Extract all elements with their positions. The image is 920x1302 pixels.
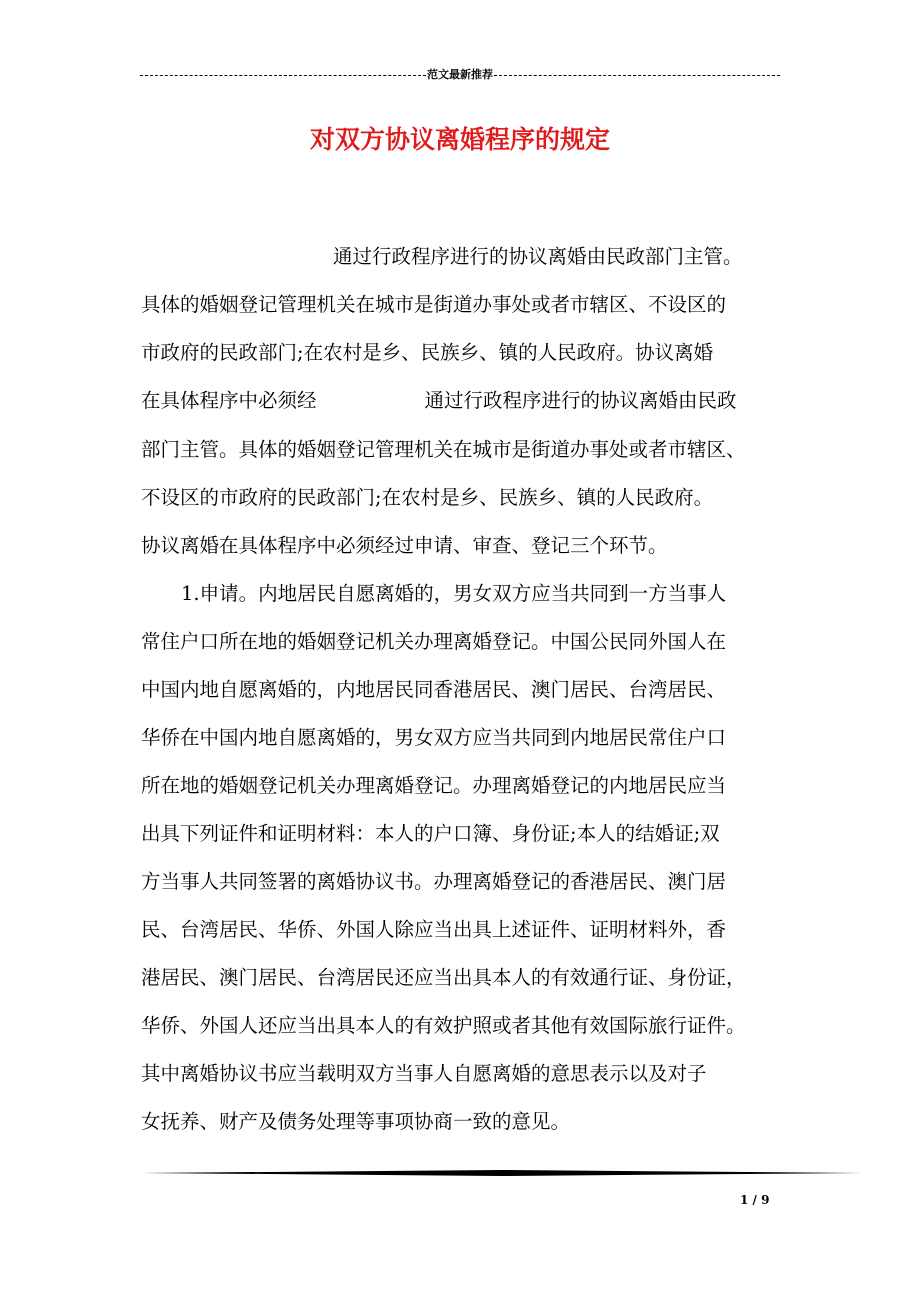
body-line: 方当事人共同签署的离婚协议书。办理离婚登记的香港居民、澳门居: [141, 870, 727, 893]
page-number: 1 / 9: [740, 1193, 770, 1207]
body-line: 出具下列证件和证明材料：本人的户口簿、身份证;本人的结婚证;双: [141, 822, 720, 845]
footer-rule-shape: [142, 1170, 862, 1176]
body-line: 其中离婚协议书应当载明双方当事人自愿离婚的意思表示以及对子: [141, 1062, 707, 1085]
body-line: 女抚养、财产及债务处理等事项协商一致的意见。: [141, 1110, 571, 1133]
body-line: [141, 379, 737, 423]
page-header: [140, 66, 780, 84]
body-line: 市政府的民政部门;在农村是乡、民族乡、镇的人民政府。协议离婚: [141, 341, 714, 364]
body-line: 部门主管。具体的婚姻登记管理机关在城市是街道办事处或者市辖区、: [141, 438, 746, 461]
header-dashes-right: [494, 75, 780, 76]
body-line: 华侨在中国内地自愿离婚的，男女双方应当共同到内地居民常住户口: [141, 726, 727, 749]
body-line: 民、台湾居民、华侨、外国人除应当出具上述证件、证明材料外，香: [141, 918, 727, 941]
body-line: 1.申请。内地居民自愿离婚的，男女双方应当共同到一方当事人: [181, 582, 727, 605]
body-line: 中国内地自愿离婚的，内地居民同香港居民、澳门居民、台湾居民、: [141, 678, 727, 701]
body-line: 所在地的婚姻登记机关办理离婚登记。办理离婚登记的内地居民应当: [141, 774, 727, 797]
body-line-part: 通过行政程序进行的协议离婚由民政: [424, 389, 737, 412]
body-line: 协议离婚在具体程序中必须经过申请、审查、登记三个环节。: [141, 534, 668, 557]
body-line: 不设区的市政府的民政部门;在农村是乡、民族乡、镇的人民政府。: [141, 486, 714, 509]
body-line: 通过行政程序进行的协议离婚由民政部门主管。: [333, 245, 743, 268]
body-line: 华侨、外国人还应当出具本人的有效护照或者其他有效国际旅行证件。: [141, 1014, 746, 1037]
header-label: 范文最新推荐: [427, 68, 493, 81]
body-line: 常住户口所在地的婚姻登记机关办理离婚登记。中国公民同外国人在: [141, 630, 727, 653]
body-line-part: 在具体程序中必须经: [141, 389, 317, 412]
document-title: 对双方协议离婚程序的规定: [309, 125, 610, 154]
body-line: 具体的婚姻登记管理机关在城市是街道办事处或者市辖区、不设区的: [141, 293, 727, 316]
body-line: 港居民、澳门居民、台湾居民还应当出具本人的有效通行证、身份证，: [141, 966, 746, 989]
footer-rule: [142, 1170, 862, 1176]
header-dashes-left: [140, 75, 426, 76]
